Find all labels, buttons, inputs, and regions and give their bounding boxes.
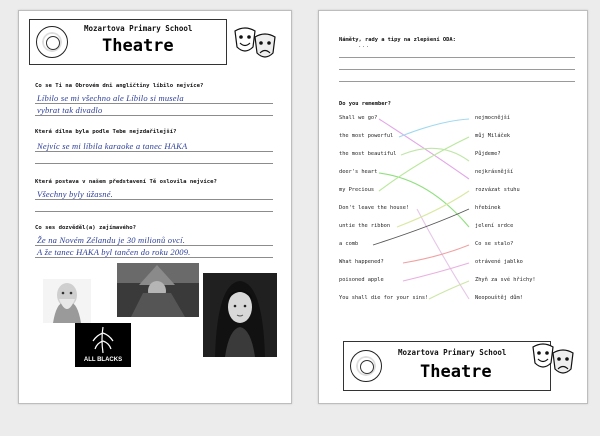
- answer-line: [35, 199, 273, 200]
- page-title: Theatre: [102, 36, 174, 56]
- wizard-grey-photo: [117, 263, 199, 317]
- phrase-item: What happened?: [339, 259, 384, 265]
- answer-line: [35, 257, 273, 258]
- question-character: Která postava v našem představení Tě oslovila nejvíce?: [35, 179, 217, 185]
- translation-item: nejmocnější: [475, 115, 511, 121]
- translation-item: Co se stalo?: [475, 241, 514, 247]
- answer-favourite-line2: vybrat tak divadlo: [37, 105, 103, 115]
- answer-line: [35, 211, 273, 212]
- translation-item: jelení srdce: [475, 223, 514, 229]
- question-favourite: Co se Ti na Obrovém dni angličtiny líbilo nejvíce?: [35, 83, 204, 89]
- translation-item: otrávené jablko: [475, 259, 523, 265]
- footer-header-box: [343, 341, 551, 391]
- left-worksheet-page: [18, 10, 292, 404]
- phrase-item: Don't leave the house!: [339, 205, 410, 211]
- translation-item: rozvázat stuhu: [475, 187, 520, 193]
- all-blacks-logo: [75, 323, 131, 367]
- phrase-item: poisoned apple: [339, 277, 384, 283]
- answer-learned-line1: Že na Novém Zélandu je 30 milionů ovcí.: [37, 235, 186, 245]
- phrase-item: Shall we go?: [339, 115, 378, 121]
- theatre-masks-icon: [529, 341, 577, 381]
- school-crest-icon: [350, 350, 382, 382]
- question-learned: Co ses dozvěděl(a) zajímavého?: [35, 225, 137, 231]
- school-name: Mozartova Primary School: [398, 348, 507, 357]
- matching-lines: [319, 11, 587, 311]
- answer-favourite-line1: Líbilo se mi všechno ale Líbilo si musela: [37, 93, 184, 103]
- phrase-item: the most beautiful: [339, 151, 397, 157]
- translation-item: Neopouštěj dům!: [475, 295, 523, 301]
- answer-line: [35, 163, 273, 164]
- phrase-item: untie the ribbon: [339, 223, 391, 229]
- translation-item: nejkrásnější: [475, 169, 514, 175]
- phrase-item: You shall die for your sins!: [339, 295, 429, 301]
- school-name: Mozartova Primary School: [84, 24, 193, 33]
- translation-item: Zhyň za své hříchy!: [475, 277, 536, 283]
- answer-learned-line2: A že tanec HAKA byl tančen do roku 2009.: [37, 247, 191, 257]
- answer-character: Všechny byly úžasné.: [37, 189, 113, 199]
- suggestions-mark: . . .: [359, 41, 369, 49]
- answer-line: [35, 151, 273, 152]
- phrase-item: deer's heart: [339, 169, 378, 175]
- phrase-item: a comb: [339, 241, 359, 247]
- question-best-workshop: Která dílna byla podle Tebe nejzdařilejší?: [35, 129, 177, 135]
- translation-item: Půjdeme?: [475, 151, 501, 157]
- remember-heading: Do you remember?: [339, 101, 391, 107]
- elf-woman-photo: [203, 273, 277, 357]
- header-box: [29, 19, 227, 65]
- answer-line: [35, 103, 273, 104]
- phrase-item: the most powerful: [339, 133, 394, 139]
- logo-caption: ALL BLACKS: [83, 357, 123, 363]
- answer-best-workshop: Nejvíc se mi líbila karaoke a tanec HAKA: [37, 141, 188, 151]
- suggestions-heading: Náměty, rady a tipy na zlepšení ODA:: [339, 37, 456, 43]
- answer-line: [35, 115, 273, 116]
- translation-item: můj Miláček: [475, 133, 511, 139]
- phrase-item: my Precious: [339, 187, 375, 193]
- right-worksheet-page: [318, 10, 588, 404]
- page-title: Theatre: [420, 362, 492, 382]
- answer-line: [35, 245, 273, 246]
- theatre-masks-icon: [231, 25, 279, 65]
- wizard-white-photo: [43, 279, 91, 323]
- translation-item: hřebínek: [475, 205, 501, 211]
- school-crest-icon: [36, 26, 68, 58]
